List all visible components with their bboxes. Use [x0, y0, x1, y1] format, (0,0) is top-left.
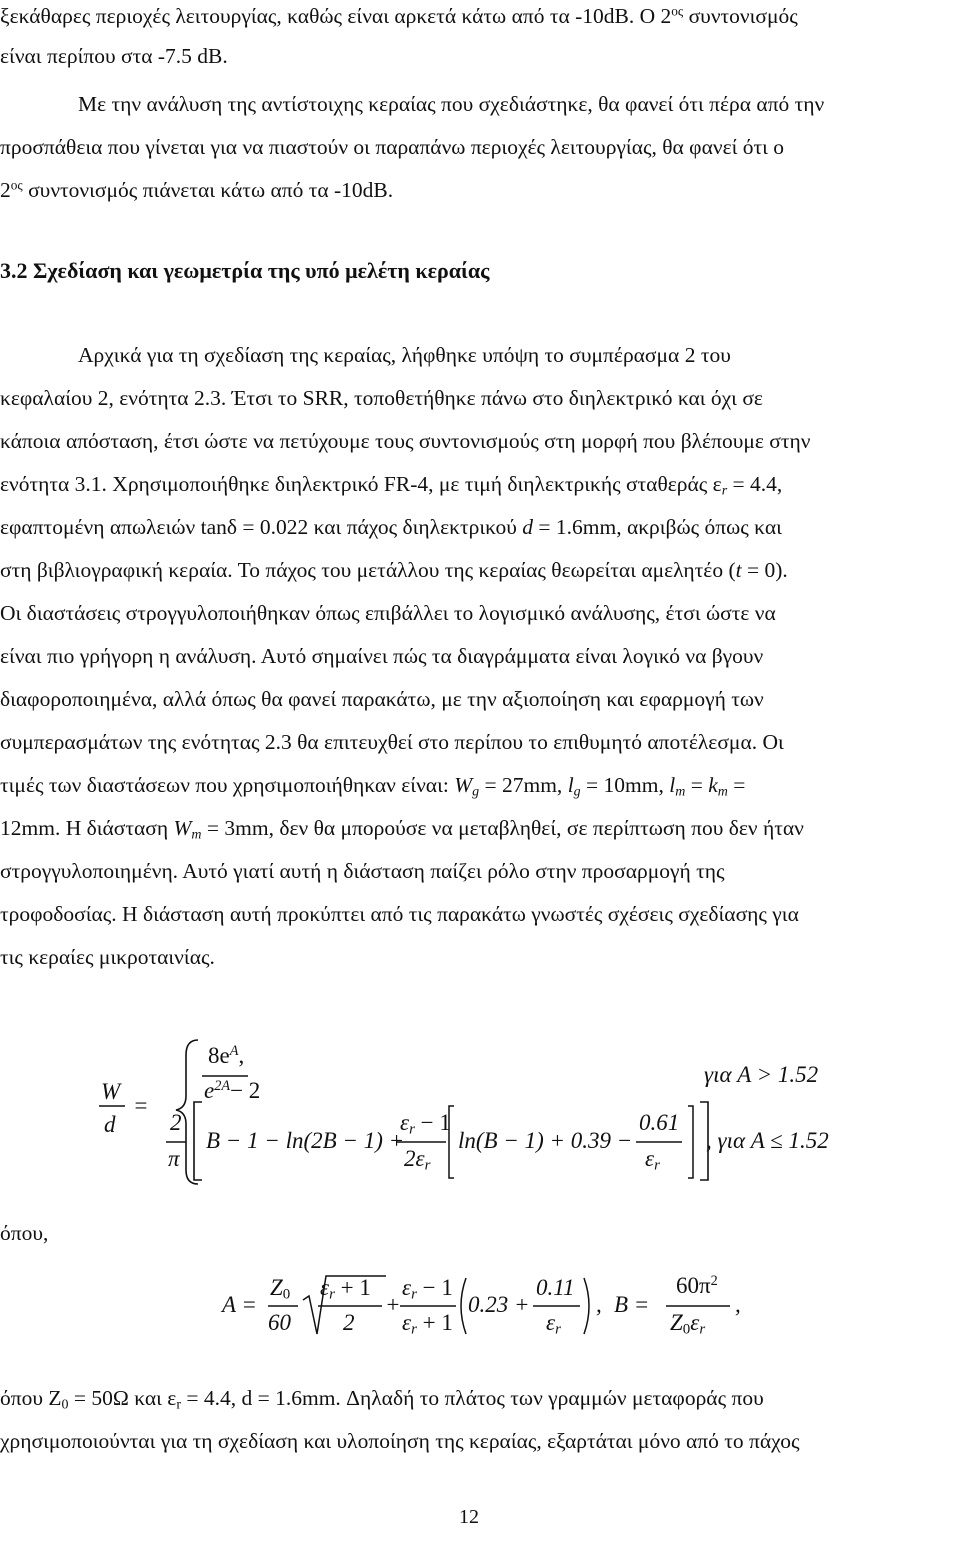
- frac-den-e: 2ε: [404, 1146, 425, 1171]
- formula2-b-num: [676, 1273, 718, 1299]
- line-1-tail: συντονισμός: [683, 4, 798, 28]
- z0-sub: 0: [282, 1286, 291, 1303]
- g-sub: g: [472, 784, 480, 800]
- bottom-line-2-text: χρησιμοποιούνται για τη σχεδίαση και υλοποίηση της κεραίας, εξαρτάται μόνο από το πάχος: [0, 1429, 800, 1453]
- formula2-plus: +: [385, 1292, 401, 1317]
- line-4-text: προσπάθεια που γίνεται για να πιαστούν οι παραπάνω περιοχές λειτουργίας, θα φανεί ότι ο: [0, 135, 785, 159]
- formula1-case1-num: [208, 1043, 244, 1069]
- formula1-061: 0.61: [639, 1110, 680, 1135]
- d-variable: d: [522, 515, 533, 539]
- f3-den-e: ε: [546, 1310, 556, 1335]
- small-bracket-right: [688, 1106, 693, 1178]
- bottom-z: όπου Z: [0, 1386, 62, 1410]
- frac2-den-sub: r: [654, 1157, 660, 1174]
- z0-z: Z: [270, 1275, 283, 1300]
- case1-den-tail: − 2: [230, 1078, 261, 1103]
- d-value: = 1.6mm, ακριβώς όπως και: [533, 515, 782, 539]
- er-subscript: r: [721, 483, 728, 499]
- formula2-f2-den: [402, 1310, 453, 1336]
- para-line-12-text: 12mm. Η διάσταση: [0, 816, 174, 840]
- para-line-14-text: τροφοδοσίας. Η διάσταση αυτή προκύπτει από τις παρακάτω γνωστές σχέσεις σχεδίασης για: [0, 902, 799, 926]
- lg-var: l: [567, 773, 574, 797]
- formula1-eq: =: [133, 1093, 149, 1118]
- formula2-paren-in: 0.23 +: [468, 1292, 530, 1317]
- frac-num-tail: − 1: [414, 1110, 451, 1135]
- formula1-case1-den: [204, 1078, 260, 1104]
- opou-label: [0, 1221, 960, 1247]
- para-line-10-text: συμπερασμάτων της ενότητας 2.3 θα επιτευχθεί στο περίπου το επιθυμητό αποτέλεσμα. Οι: [0, 730, 784, 754]
- line-5-tail: συντονισμός πιάνεται κάτω από τα -10dB.: [22, 178, 394, 202]
- formula2-60: 60: [268, 1310, 291, 1335]
- big-bracket-left: [194, 1102, 202, 1180]
- frac-den-sub: r: [424, 1157, 431, 1174]
- para-line-13-text: στρογγυλοποιημένη. Αυτό γιατί αυτή η διάσταση παίζει ρόλο στην προσαρμογή της: [0, 859, 725, 883]
- section-heading: 3.2 Σχεδίαση και γεωμετρία της υπό μελέτη κεραίας: [0, 258, 490, 283]
- bottom-z-sub: 0: [61, 1397, 69, 1413]
- b-num-sup: 2: [710, 1273, 718, 1290]
- para-line-3-text: κάποια απόσταση, έτσι ώστε να πετύχουμε τους συντονισμούς στη μορφή που βλέπουμε στην: [0, 429, 811, 453]
- b-den-esub: r: [699, 1321, 706, 1338]
- case1-comma: ,: [238, 1043, 245, 1068]
- para-line-7-text: Οι διαστάσεις στρογγυλοποιήθηκαν όπως επιβάλλει το λογισμικό ανάλυσης, έτσι ώστε να: [0, 601, 776, 625]
- f3-den-sub: r: [555, 1321, 561, 1338]
- g-sub-2: g: [573, 784, 581, 800]
- f2-num-e: ε: [402, 1275, 412, 1300]
- paren-right: [584, 1278, 589, 1334]
- para-line-9-text: διαφοροποιημένα, αλλά όπως θα φανεί παρακάτω, με την αξιοποίηση και εφαρμογή των: [0, 687, 764, 711]
- case1-den-sup: 2A: [214, 1078, 231, 1095]
- paren-left: [461, 1278, 466, 1334]
- equals-end: =: [727, 773, 746, 797]
- para-line-6-text: στη βιβλιογραφική κεραία. Το πάχος του μετάλλου της κεραίας θεωρείται αμελητέο (: [0, 558, 736, 582]
- b-num-text: 60π: [676, 1273, 711, 1298]
- frac-num-sub: r: [409, 1121, 415, 1138]
- bottom-mid: = 50Ω και ε: [68, 1386, 177, 1410]
- bottom-line-1: [0, 1386, 960, 1412]
- opou-text: όπου,: [0, 1221, 49, 1245]
- formula2-b-den: [670, 1310, 705, 1336]
- formula1-frac-num: [400, 1110, 451, 1136]
- formula1-061-den: [645, 1146, 660, 1172]
- para-line-15-text: τις κεραίες μικροταινίας.: [0, 945, 215, 969]
- frac2-den-e: ε: [645, 1146, 655, 1171]
- para-line-1-text: Αρχικά για τη σχεδίαση της κεραίας, λήφθηκε υπόψη το συμπέρασμα 2 του: [78, 343, 731, 367]
- m-sub-3: m: [191, 827, 202, 843]
- formula2-comma: ,: [596, 1292, 602, 1317]
- para-line-11-text: τιμές των διαστάσεων που χρησιμοποιήθηκαν είναι:: [0, 773, 455, 797]
- formula2-end: ,: [735, 1292, 741, 1317]
- equals: =: [685, 773, 709, 797]
- m-sub-2: m: [717, 784, 728, 800]
- superscript-os: ος: [671, 3, 684, 19]
- b-den-e: ε: [690, 1310, 700, 1335]
- formula2-z0: [270, 1275, 290, 1301]
- sq-num-tail: + 1: [334, 1275, 371, 1300]
- formula1-pi: π: [168, 1146, 180, 1171]
- lm-var: l: [669, 773, 676, 797]
- formula1-d: d: [104, 1112, 116, 1137]
- formula1-inner2: ln(B − 1) + 0.39 −: [458, 1128, 633, 1153]
- t-value: = 0).: [741, 558, 788, 582]
- sq-num-e: ε: [320, 1275, 330, 1300]
- wm-var: W: [173, 816, 192, 840]
- para-line-2-text: κεφαλαίου 2, ενότητα 2.3. Έτσι το SRR, τοποθετήθηκε πάνω στο διηλεκτρικό και όχι σε: [0, 386, 763, 410]
- para-line-5-text: εφαπτομένη απωλειών tanδ = 0.022 και πάχος διηλεκτρικού: [0, 515, 523, 539]
- formula2-f3-den: [546, 1310, 561, 1336]
- m-sub: m: [675, 784, 686, 800]
- b-den-z: Z: [670, 1310, 683, 1335]
- er-value: = 4.4,: [727, 472, 783, 496]
- f2-den-e: ε: [402, 1310, 412, 1335]
- case1-num-sup: A: [229, 1043, 239, 1060]
- formula1-w: W: [101, 1079, 121, 1104]
- km-var: k: [708, 773, 718, 797]
- formula2-011: 0.11: [536, 1275, 575, 1300]
- lg-value: = 10mm,: [580, 773, 670, 797]
- b-den-sub: 0: [682, 1321, 691, 1338]
- formula1-inner1: B − 1 − ln(2B − 1) +: [206, 1128, 405, 1153]
- formula1-two: 2: [170, 1110, 182, 1135]
- formula1-cond2: , για A ≤ 1.52: [706, 1128, 829, 1153]
- formula2-f2-num: [402, 1275, 453, 1301]
- case1-den-e: e: [204, 1078, 215, 1103]
- wm-value: = 3mm, δεν θα μπορούσε να μεταβληθεί, σε περίπτωση που δεν ήταν: [201, 816, 804, 840]
- formula2-sq-den: 2: [343, 1310, 355, 1335]
- bottom-er-sub: r: [176, 1397, 181, 1413]
- formula1-frac-den: [404, 1146, 430, 1172]
- bottom-line-2: [0, 1429, 960, 1455]
- page-number: 12: [459, 1506, 479, 1528]
- formula2-B: B =: [614, 1292, 650, 1317]
- line-3-text: Με την ανάλυση της αντίστοιχης κεραίας που σχεδιάστηκε, θα φανεί ότι πέρα από την: [78, 92, 825, 116]
- line-5-part: 2: [0, 178, 11, 202]
- f2-num-tail: − 1: [416, 1275, 453, 1300]
- f2-den-tail: + 1: [416, 1310, 453, 1335]
- frac-num-e: ε: [400, 1110, 410, 1135]
- formula1-cond1: για A > 1.52: [704, 1062, 819, 1087]
- f2-den-sub: r: [411, 1321, 417, 1338]
- line-2-text: είναι περίπου στα -7.5 dB.: [0, 44, 228, 68]
- para-line-8-text: είναι πιο γρήγορη η ανάλυση. Αυτό σημαίνει πώς τα διαγράμματα είναι λογικό να βγουν: [0, 644, 764, 668]
- formula2-sq-num: [320, 1275, 371, 1301]
- case1-num-text: 8e: [208, 1043, 230, 1068]
- line-1-part: ξεκάθαρες περιοχές λειτουργίας, καθώς είναι αρκετά κάτω από τα -10dB. Ο 2: [0, 4, 672, 28]
- wg-value: = 27mm,: [479, 773, 568, 797]
- f2-num-sub: r: [411, 1286, 417, 1303]
- sq-num-sub: r: [329, 1286, 335, 1303]
- superscript-os-2: ος: [10, 177, 23, 193]
- t-variable: t: [735, 558, 742, 582]
- formula2-A: A =: [222, 1292, 257, 1317]
- bottom-tail: = 4.4, d = 1.6mm. Δηλαδή το πλάτος των γραμμών μεταφοράς που: [180, 1386, 764, 1410]
- wg-var: W: [454, 773, 473, 797]
- para-line-4-text: ενότητα 3.1. Χρησιμοποιήθηκε διηλεκτρικό FR-4, με τιμή διηλεκτρικής σταθεράς ε: [0, 472, 722, 496]
